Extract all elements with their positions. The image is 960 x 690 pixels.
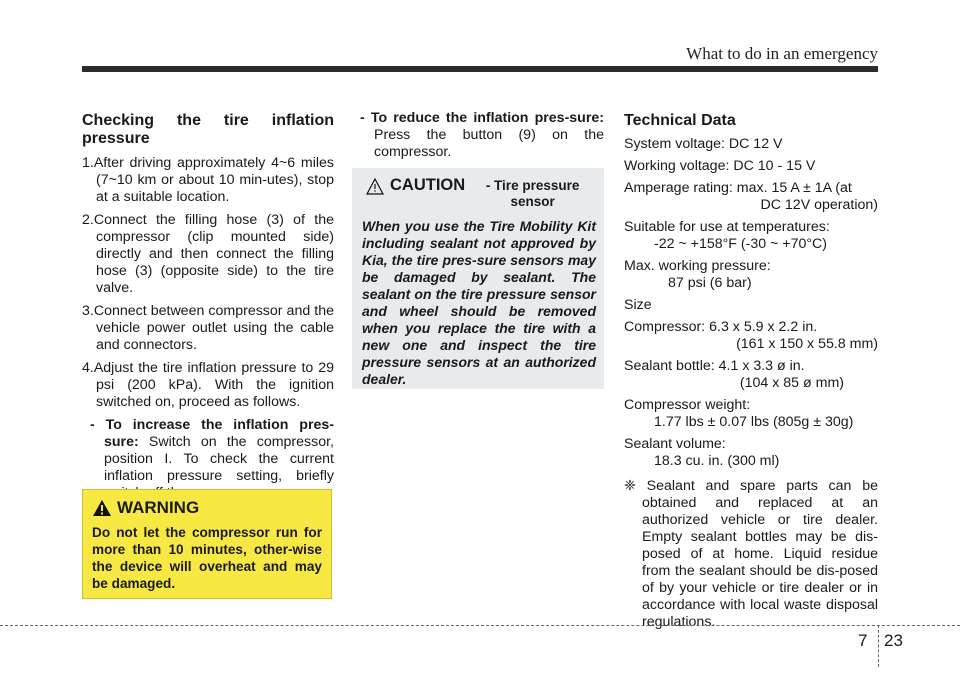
spec-pressure-label: Max. working pressure: bbox=[624, 258, 771, 274]
spec-working-voltage: Working voltage: DC 10 - 15 V bbox=[624, 158, 816, 174]
warning-header bbox=[92, 498, 322, 518]
spec-weight bbox=[624, 397, 878, 431]
warning-text: Do not let the compressor run for more than 10 minutes, other-wise the device will overheat and may be damaged. bbox=[92, 525, 322, 591]
technical-data-heading: Technical Data bbox=[624, 112, 736, 129]
section-header-title: What to do in an emergency bbox=[686, 44, 878, 63]
increase-text: Switch on the compressor, position I. To check the current inflation pressure setting, briefly bbox=[104, 434, 334, 484]
right-column bbox=[624, 112, 878, 631]
step-1: 1.After driving approximately 4~6 miles (7~10 km or about 10 min-utes), stop at a suitable location. bbox=[82, 155, 334, 205]
step-2: 2.Connect the filling hose (3) of the compressor (clip mounted side) directly and then connect the filling hose (3) (opposite side) to the tire valve. bbox=[82, 212, 334, 296]
spec-bottle-size bbox=[624, 358, 878, 392]
chapter-number: 7 bbox=[858, 631, 868, 650]
step-4: 4.Adjust the tire inflation pressure to 29 psi (200 kPa). With the ignition switched on, proceed as follows. bbox=[82, 360, 334, 410]
warning-title: WARNING bbox=[117, 498, 200, 517]
reduce-instruction bbox=[352, 110, 604, 161]
spec-temperature-label: Suitable for use at temperatures: bbox=[624, 219, 830, 235]
middle-column bbox=[352, 112, 604, 167]
spec-bottle-line1: Sealant bottle: 4.1 x 3.3 ø in. bbox=[624, 358, 805, 374]
spec-weight-label: Compressor weight: bbox=[624, 397, 751, 413]
spec-compressor-line2: (161 x 150 x 55.8 mm) bbox=[736, 336, 878, 352]
spec-volume-value: 18.3 cu. in. (300 ml) bbox=[654, 453, 780, 469]
footer-rule bbox=[0, 625, 960, 626]
spec-bottle-line2: (104 x 85 ø mm) bbox=[739, 375, 844, 391]
caution-subtitle: - Tire pressure sensor bbox=[485, 178, 580, 209]
note-mark-icon: ❈ bbox=[624, 478, 636, 494]
left-column bbox=[82, 112, 334, 508]
spec-compressor-line1: Compressor: 6.3 x 5.9 x 2.2 in. bbox=[624, 319, 818, 335]
spec-temperature-value: -22 ~ +158°F (-30 ~ +70°C) bbox=[654, 236, 828, 252]
spec-amperage-line2: DC 12V operation) bbox=[760, 197, 878, 213]
spec-volume-label: Sealant volume: bbox=[624, 436, 726, 452]
page-number-separator bbox=[878, 625, 879, 667]
tire-pressure-heading: Checking the tire inflation pressure bbox=[82, 112, 334, 147]
caution-box bbox=[352, 168, 604, 389]
spec-pressure bbox=[624, 258, 878, 292]
warning-icon bbox=[92, 499, 112, 517]
spec-compressor-size bbox=[624, 319, 878, 353]
spec-size-label: Size bbox=[624, 297, 652, 313]
increase-head: - To increase the inflation pres-sure: bbox=[90, 417, 334, 450]
spec-temperature bbox=[624, 219, 878, 253]
spec-system-voltage: System voltage: DC 12 V bbox=[624, 136, 783, 152]
caution-icon bbox=[366, 178, 384, 195]
caution-word: CAUTION bbox=[390, 176, 466, 194]
page-number: 23 bbox=[884, 631, 903, 650]
warning-box bbox=[82, 489, 332, 599]
header-rule bbox=[82, 66, 878, 72]
spec-amperage-line1: Amperage rating: max. 15 A ± 1A (at bbox=[624, 180, 852, 196]
sealant-note bbox=[624, 478, 878, 631]
caution-header bbox=[362, 176, 596, 210]
caution-text: When you use the Tire Mobility Kit including sealant not approved by Kia, the tire pres-sure sensors may be damaged by sealant. The sealant on the tire pressure sensor and wheel should be removed when you replace the tire with a new one and inspect the tire pressure sensors at an authorized dealer. bbox=[362, 218, 596, 387]
note-text: Sealant and spare parts can be obtained and replaced at an authorized vehicle or tire dealer. Empty sealant bottles may be dis-posed of at home. Liquid residue from the sealant should be dis-posed of by your vehicle or tire dealer or in accordance with local waste disposal regulations. bbox=[635, 478, 878, 630]
spec-volume bbox=[624, 436, 878, 470]
spec-weight-value: 1.77 lbs ± 0.07 lbs (805g ± 30g) bbox=[654, 414, 854, 430]
spec-pressure-value: 87 psi (6 bar) bbox=[668, 275, 752, 291]
reduce-head: - To reduce the inflation pres-sure: bbox=[360, 110, 604, 126]
spec-amperage bbox=[624, 180, 878, 214]
step-3: 3.Connect between compressor and the vehicle power outlet using the cable and connectors. bbox=[82, 303, 334, 353]
reduce-text: Press the button (9) on the compressor. bbox=[374, 127, 604, 160]
